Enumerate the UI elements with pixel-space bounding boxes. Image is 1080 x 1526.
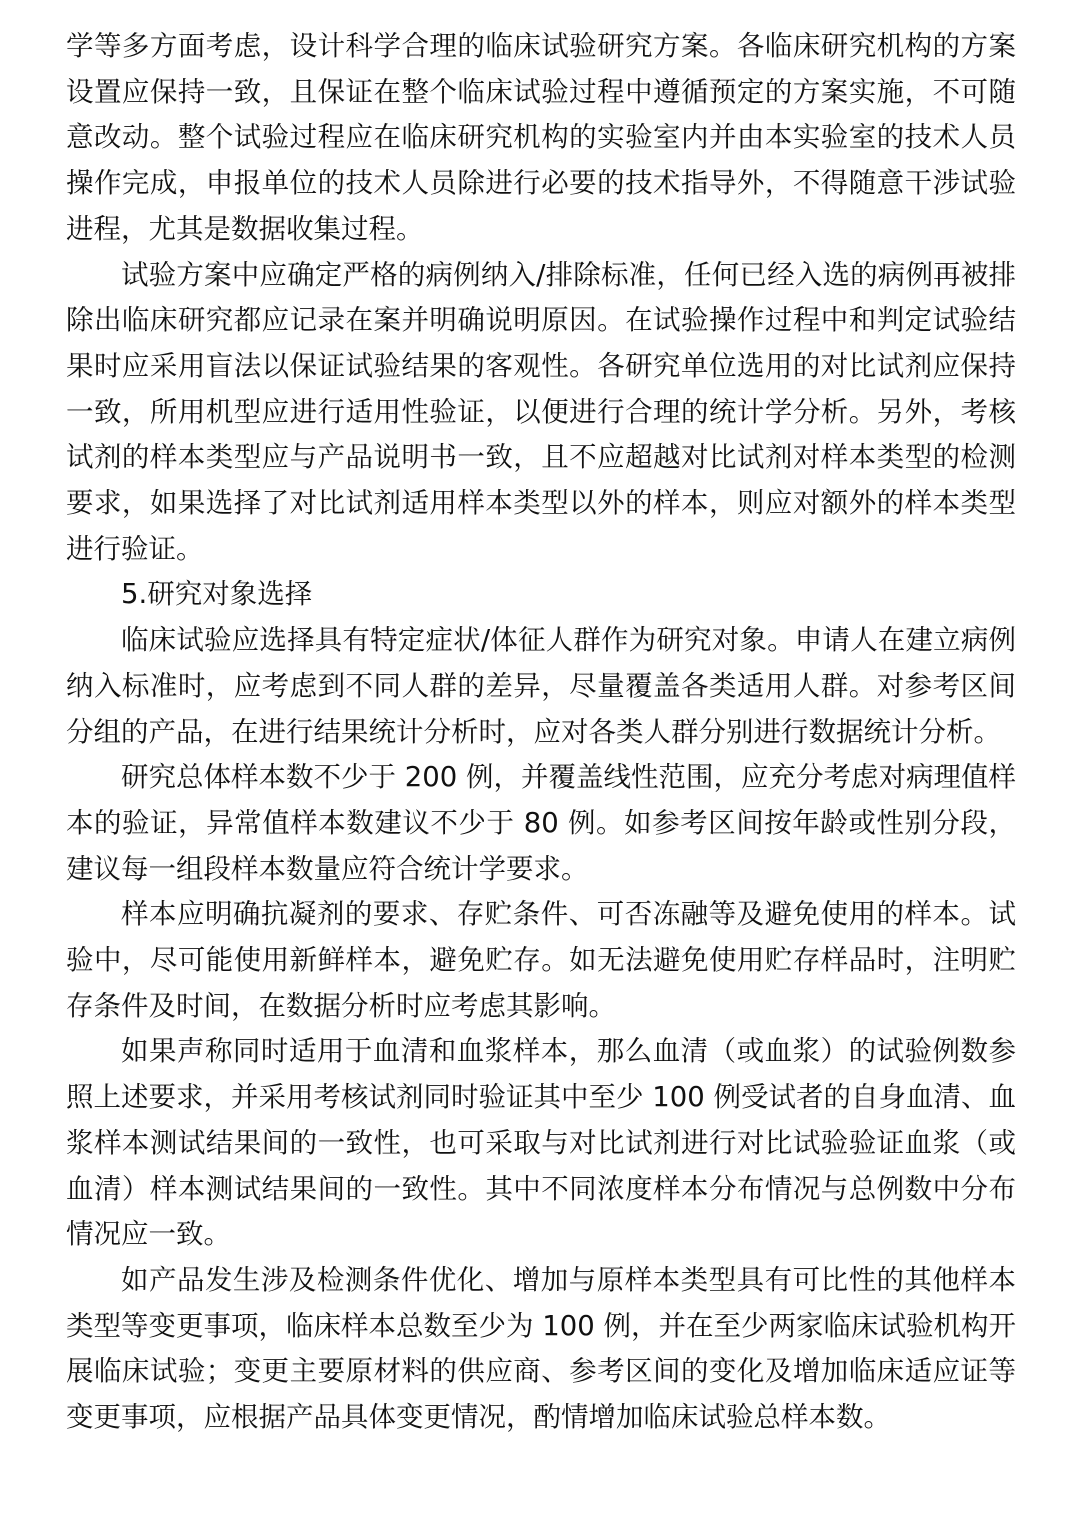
paragraph-sample-size: 研究总体样本数不少于 200 例，并覆盖线性范围，应充分考虑对病理值样本的验证，异常值样本数建议不少于 80 例。如参考区间按年龄或性别分段，建议每一组段样本数量应符合统计学要求。 (66, 761, 1016, 885)
section-heading-subject-selection: 5.研究对象选择 (121, 578, 313, 611)
paragraph-trial-protocol: 试验方案中应确定严格的病例纳入/排除标准，任何已经入选的病例再被排除出临床研究都应记录在案并明确说明原因。在试验操作过程中和判定试验结果时应采用盲法以保证试验结果的客观性。各研究单位选用的对比试剂应保持一致，所用机型应进行适用性验证，以便进行合理的统计学分析。另外，考核试剂的样本类型应与产品说明书一致，且不应超越对比试剂对样本类型的检测要求，如果选择了对比试剂适用样本类型以外的样本，则应对额外的样本类型进行验证。 (66, 258, 1016, 565)
paragraph-sample-handling: 样本应明确抗凝剂的要求、存贮条件、可否冻融等及避免使用的样本。试验中，尽可能使用新鲜样本，避免贮存。如无法避免使用贮存样品时，注明贮存条件及时间，在数据分析时应考虑其影响。 (66, 898, 1016, 1022)
paragraph-serum-plasma: 如果声称同时适用于血清和血浆样本，那么血清（或血浆）的试验例数参照上述要求，并采用考核试剂同时验证其中至少 100 例受试者的自身血清、血浆样本测试结果间的一致性，也可采取与对比试剂进行对比试验验证血浆（或血清）样本测试结果间的一致性。其中不同浓度样本分布情况与总例数中分布情况应一致。 (66, 1035, 1016, 1251)
document-page (66, 24, 1016, 1441)
paragraph-product-changes: 如产品发生涉及检测条件优化、增加与原样本类型具有可比性的其他样本类型等变更事项，临床样本总数至少为 100 例，并在至少两家临床试验机构开展临床试验；变更主要原材料的供应商、参考区间的变化及增加临床适应证等变更事项，应根据产品具体变更情况，酌情增加临床试验总样本数。 (66, 1263, 1016, 1434)
paragraph-subject-population: 临床试验应选择具有特定症状/体征人群作为研究对象。申请人在建立病例纳入标准时，应考虑到不同人群的差异，尽量覆盖各类适用人群。对参考区间分组的产品，在进行结果统计分析时，应对各类人群分别进行数据统计分析。 (66, 624, 1016, 748)
paragraph-study-design-continued: 学等多方面考虑，设计科学合理的临床试验研究方案。各临床研究机构的方案设置应保持一致，且保证在整个临床试验过程中遵循预定的方案实施，不可随意改动。整个试验过程应在临床研究机构的实验室内并由本实验室的技术人员操作完成，申报单位的技术人员除进行必要的技术指导外，不得随意干涉试验进程，尤其是数据收集过程。 (66, 30, 1016, 245)
